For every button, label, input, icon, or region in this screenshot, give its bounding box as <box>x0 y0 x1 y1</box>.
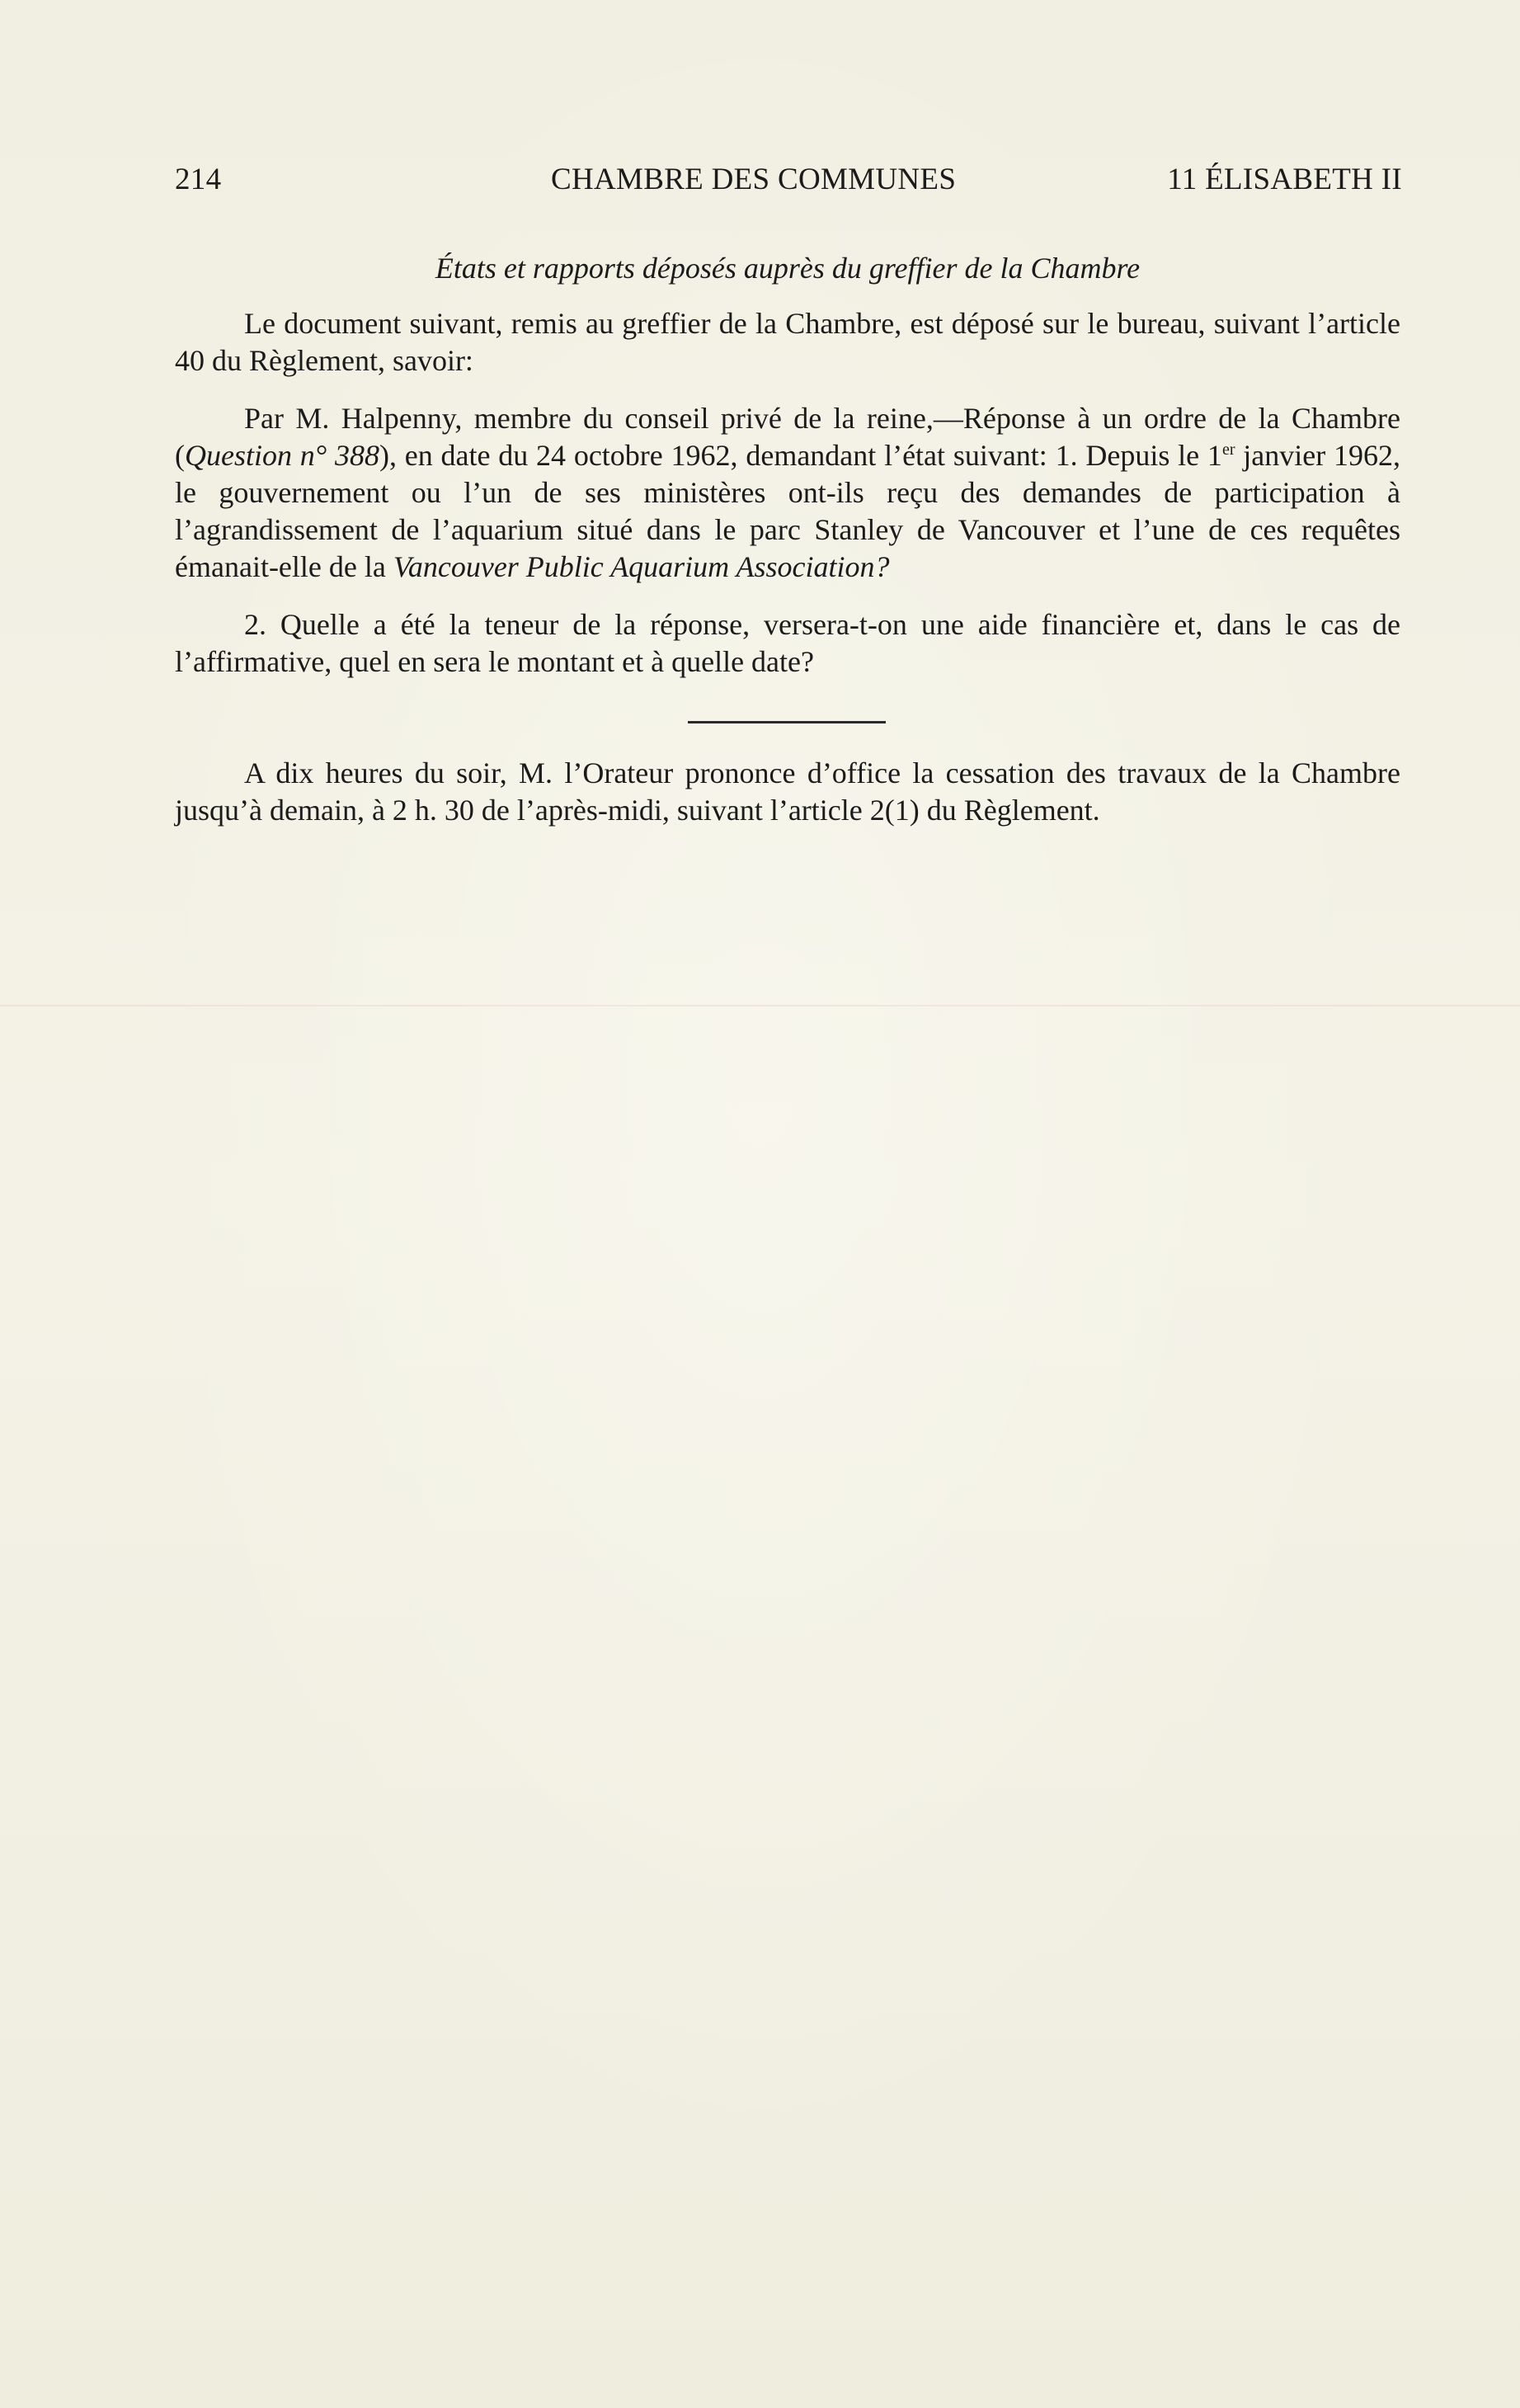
session-label: 11 ÉLISABETH II <box>1167 163 1402 196</box>
paragraph-document-tabled: Le document suivant, remis au greffier de la Chambre, est déposé sur le bureau, suivant l’article 40 du Règlement, savoir: <box>175 307 1400 377</box>
paragraph-question-2: 2. Quelle a été la teneur de la réponse, versera-t-on une aide financière et, dans le cas de l’affirmative, quel en sera le montant et à quelle date? <box>175 608 1400 678</box>
section-divider <box>688 721 886 723</box>
page-header <box>175 162 1402 203</box>
paragraph-return-order: Par M. Halpenny, membre du conseil privé de la reine,—Réponse à un ordre de la Chambre (Question n° 388), en date du 24 octobre 1962, demandant l’état suivant: 1. Depuis le 1er janvier 1962, le gouvernement ou l’un de ses ministères ont-ils reçu des demandes de participation à l’agrandissement de l’aquarium situé dans le parc Stanley de Vancouver et l’une de ces requêtes émanait-elle de la Vancouver Public Aquarium Association? <box>175 402 1401 583</box>
section-title: États et rapports déposés auprès du greffier de la Chambre <box>435 252 1141 285</box>
running-title: CHAMBRE DES COMMUNES <box>551 163 957 196</box>
page-number: 214 <box>175 163 222 196</box>
pencil-line <box>0 1005 1520 1006</box>
paragraph-adjournment: A dix heures du soir, M. l’Orateur prononce d’office la cessation des travaux de la Chambre jusqu’à demain, à 2 h. 30 de l’après-midi, suivant l’article 2(1) du Règlement. <box>175 756 1400 827</box>
